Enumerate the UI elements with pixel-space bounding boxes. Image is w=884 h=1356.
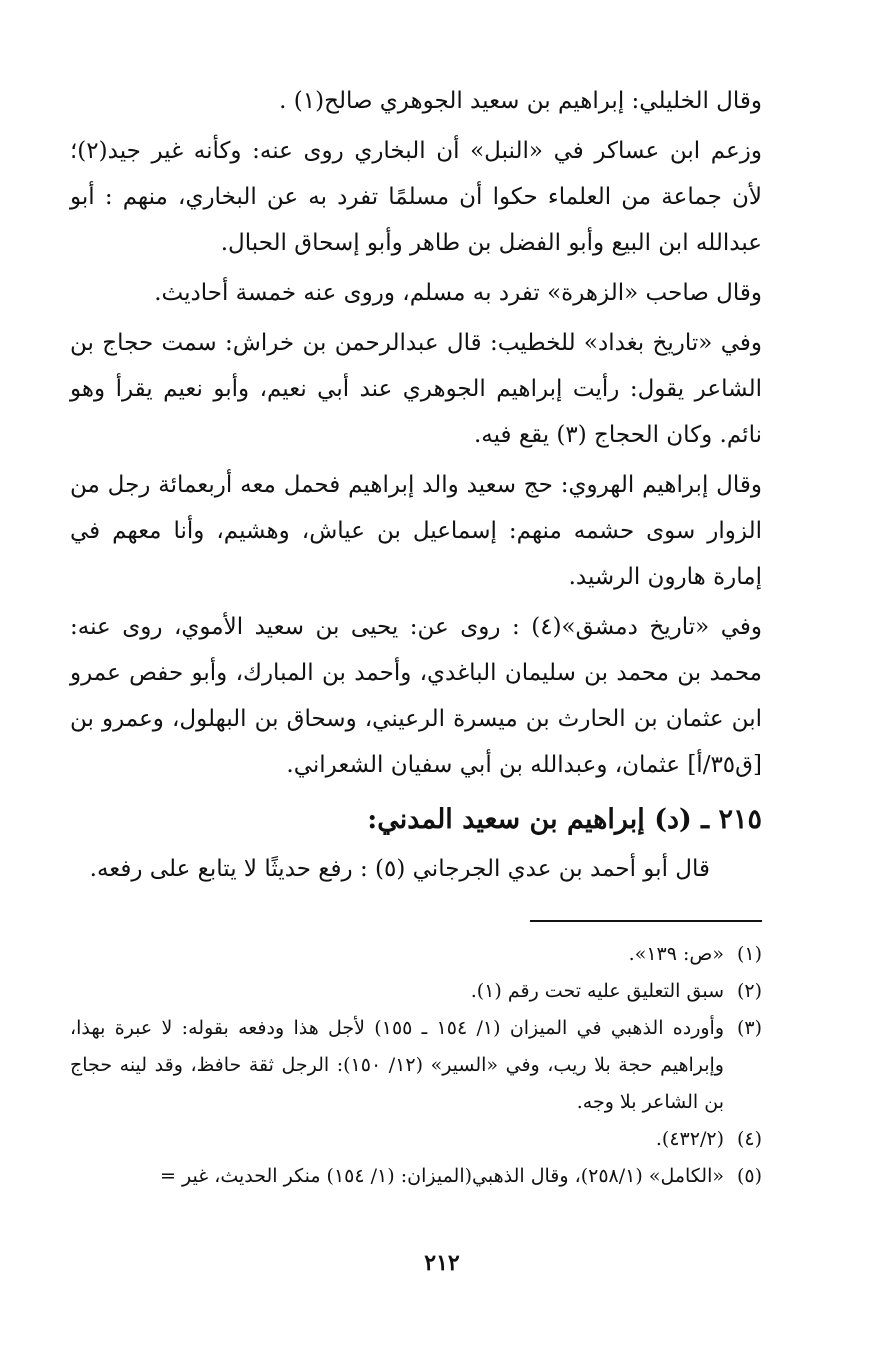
paragraph-ibn-asakir: وزعم ابن عساكر في «النبل» أن البخاري روى عنه: وكأنه غير جيد(٢)؛ لأن جماعة من العلماء حكوا أن مسلمًا تفرد به عن البخاري، منهم : أبو عبدالله ابن البيع وأبو الفضل بن طاهر وأبو إسحاق الحبال. — [70, 138, 762, 256]
main-text — [70, 78, 762, 788]
footnote-number: (٥) — [736, 1165, 762, 1187]
footnote-text: وأورده الذهبي في الميزان (١/ ١٥٤ ـ ١٥٥) لأجل هذا ودفعه بقوله: لا عبرة بهذا، وإبراهيم حجة بلا ريب، وفي «السير» (١٢/ ١٥٠): الرجل ثقة حافظ، وقد لينه حجاج بن الشاعر بلا وجه. — [70, 1017, 725, 1113]
footnote-text: سبق التعليق عليه تحت رقم (١). — [470, 980, 724, 1002]
entry-body: قال أبو أحمد بن عدي الجرجاني (٥) : رفع حديثًا لا يتابع على رفعه. — [89, 856, 710, 882]
footnote-1 — [70, 936, 762, 973]
entry-heading: ٢١٥ ـ (د) إبراهيم بن سعيد المدني: — [367, 804, 762, 835]
page-content — [70, 78, 762, 1195]
footnote-number: (٢) — [736, 980, 762, 1002]
footnote-text: «الكامل» (٢٥٨/١)، وقال الذهبي(الميزان: (١/ ١٥٤) منكر الحديث، غير = — [160, 1165, 724, 1187]
paragraph-zahra: وقال صاحب «الزهرة» تفرد به مسلم، وروى عنه خمسة أحاديث. — [154, 280, 762, 306]
footnote-5 — [70, 1158, 762, 1195]
footnote-3 — [70, 1010, 762, 1121]
footnote-2 — [70, 973, 762, 1010]
footnote-text: «ص: ١٣٩». — [628, 943, 724, 965]
paragraph-harawi: وقال إبراهيم الهروي: حج سعيد والد إبراهيم فحمل معه أربعمائة رجل من الزوار سوى حشمه منهم: إسماعيل بن عياش، وهشيم، وأنا معهم في إمارة هارون الرشيد. — [70, 472, 762, 590]
paragraph-tarikh-baghdad: وفي «تاريخ بغداد» للخطيب: قال عبدالرحمن بن خراش: سمت حجاج بن الشاعر يقول: رأيت إبراهيم الجوهري عند أبي نعيم، وأبو نعيم يقرأ وهو نائم. وكان الحجاج (٣) يقع فيه. — [70, 330, 762, 448]
footnote-text: (٤٣٢/٢). — [655, 1128, 724, 1150]
footnote-number: (٤) — [736, 1128, 762, 1150]
footnote-separator — [530, 920, 762, 922]
footnote-4 — [70, 1121, 762, 1158]
footnote-number: (٣) — [736, 1017, 762, 1039]
paragraph-tarikh-dimashq: وفي «تاريخ دمشق»(٤) : روى عن: يحيى بن سعيد الأموي، روى عنه: محمد بن محمد بن سليمان الباغدي، وأحمد بن المبارك، وأبو حفص عمرو ابن عثمان بن الحارث بن ميسرة الرعيني، وسحاق بن البهلول، وعمرو بن [ق٣٥/أ] عثمان، وعبدالله بن أبي سفيان الشعراني. — [70, 614, 762, 778]
paragraph-khalili: وقال الخليلي: إبراهيم بن سعيد الجوهري صالح(١) . — [279, 88, 762, 114]
page-number: ٢١٢ — [424, 1250, 460, 1276]
footnotes — [70, 936, 762, 1195]
footnote-number: (١) — [736, 943, 762, 965]
